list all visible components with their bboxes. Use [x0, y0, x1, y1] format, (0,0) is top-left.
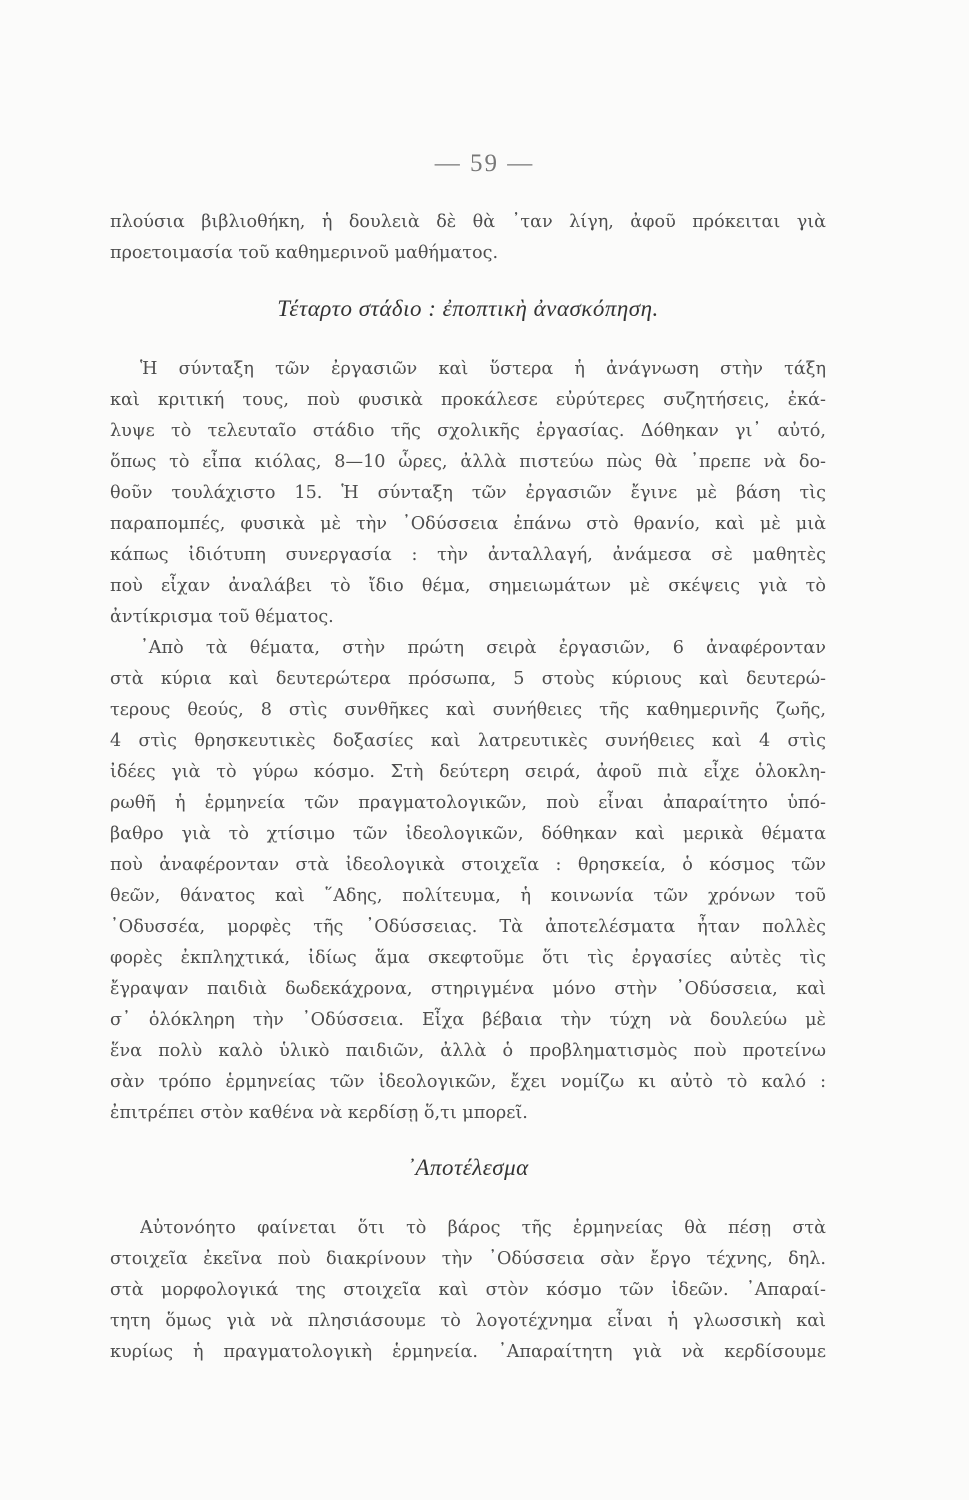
text-line: ὅπως τὸ εἶπα κιόλας, 8—10 ὧρες, ἀλλὰ πιστεύω πὼς θὰ ᾿πρεπε νὰ δο- — [110, 452, 826, 472]
text-line: ᾿Απὸ τὰ θέματα, στὴν πρώτη σειρὰ ἐργασιῶν, 6 ἀναφέρονταν — [140, 638, 826, 658]
text-line: κάπως ἰδιότυπη συνεργασία : τὴν ἀνταλλαγή, ἀνάμεσα σὲ μαθητὲς — [110, 545, 826, 565]
text-line: τερους θεούς, 8 στὶς συνθῆκες καὶ συνήθειες τῆς καθημερινῆς ζωῆς, — [110, 700, 826, 720]
text-line: λυψε τὸ τελευταῖο στάδιο τῆς σχολικῆς ἐργασίας. Δόθηκαν γι᾿ αὐτό, — [110, 421, 826, 441]
text-line: στοιχεῖα ἐκεῖνα ποὺ διακρίνουν τὴν ᾿Οδύσσεια σὰν ἔργο τέχνης, δηλ. — [110, 1249, 826, 1269]
text-line: ἀντίκρισμα τοῦ θέματος. — [110, 607, 334, 627]
text-line: θοῦν τουλάχιστο 15. Ἡ σύνταξη τῶν ἐργασιῶν ἔγινε μὲ βάση τὶς — [110, 483, 826, 503]
text-line: παραπομπές, φυσικὰ μὲ τὴν ᾿Οδύσσεια ἐπάνω στὸ θρανίο, καὶ μὲ μιὰ — [110, 514, 826, 534]
text-line: πλούσια βιβλιοθήκη, ἡ δουλειὰ δὲ θὰ ᾿ταν λίγη, ἀφοῦ πρόκειται γιὰ — [110, 212, 826, 232]
text-line: ποὺ εἶχαν ἀναλάβει τὸ ἴδιο θέμα, σημειωμάτων μὲ σκέψεις γιὰ τὸ — [110, 576, 826, 596]
text-line: ἔγραψαν παιδιὰ δωδεκάχρονα, στηριγμένα μόνο στὴν ᾿Οδύσσεια, καὶ — [110, 979, 826, 999]
text-line: φορὲς ἐκπληχτικά, ἰδίως ἅμα σκεφτοῦμε ὅτι τὶς ἐργασίες αὐτὲς τὶς — [110, 948, 826, 968]
page-number: — 59 — — [434, 150, 535, 177]
text-line: σ᾿ ὁλόκληρη τὴν ᾿Οδύσσεια. Εἶχα βέβαια τὴν τύχη νὰ δουλεύω μὲ — [110, 1010, 826, 1030]
text-line: στὰ κύρια καὶ δευτερώτερα πρόσωπα, 5 στοὺς κύριους καὶ δευτερώ- — [110, 669, 826, 689]
text-line: ᾿Οδυσσέα, μορφὲς τῆς ᾿Οδύσσειας. Τὰ ἀποτελέσματα ἦταν πολλὲς — [110, 917, 826, 937]
section-heading: Τέταρτο στάδιο : ἐποπτικὴ ἀνασκόπηση. — [277, 296, 659, 321]
text-line: ἐπιτρέπει στὸν καθένα νὰ κερδίσῃ ὅ,τι μπορεῖ. — [110, 1103, 528, 1123]
text-line: στὰ μορφολογικά της στοιχεῖα καὶ στὸν κόσμο τῶν ἰδεῶν. ᾿Απαραί- — [110, 1280, 826, 1300]
text-line: ἕνα πολὺ καλὸ ὑλικὸ παιδιῶν, ἀλλὰ ὁ προβληματισμὸς ποὺ προτείνω — [110, 1041, 826, 1061]
text-line: Αὐτονόητο φαίνεται ὅτι τὸ βάρος τῆς ἑρμηνείας θὰ πέσῃ στὰ — [140, 1218, 826, 1238]
text-line: θεῶν, θάνατος καὶ ῞Αδης, πολίτευμα, ἡ κοινωνία τῶν χρόνων τοῦ — [110, 886, 826, 906]
section-heading: ᾿Αποτέλεσμα — [407, 1155, 529, 1180]
text-line: ποὺ ἀναφέρονταν στὰ ἰδεολογικὰ στοιχεῖα : θρησκεία, ὁ κόσμος τῶν — [110, 855, 826, 875]
text-line: ρωθῆ ἡ ἑρμηνεία τῶν πραγματολογικῶν, ποὺ εἶναι ἀπαραίτητο ὑπό- — [110, 793, 826, 813]
text-line: βαθρο γιὰ τὸ χτίσιμο τῶν ἰδεολογικῶν, δόθηκαν καὶ μερικὰ θέματα — [110, 824, 826, 844]
text-line: προετοιμασία τοῦ καθημερινοῦ μαθήματος. — [110, 243, 499, 263]
text-line: καὶ κριτική τους, ποὺ φυσικὰ προκάλεσε εὐρύτερες συζητήσεις, ἐκά- — [110, 390, 826, 410]
text-line: κυρίως ἡ πραγματολογικὴ ἑρμηνεία. ᾿Απαραίτητη γιὰ νὰ κερδίσουμε — [110, 1342, 826, 1362]
text-line: τητη ὅμως γιὰ νὰ πλησιάσουμε τὸ λογοτέχνημα εἶναι ἡ γλωσσικὴ καὶ — [110, 1311, 826, 1331]
text-line: ἰδέες γιὰ τὸ γύρω κόσμο. Στὴ δεύτερη σειρά, ἀφοῦ πιὰ εἶχε ὁλοκλη- — [110, 762, 826, 782]
text-line: Ἡ σύνταξη τῶν ἐργασιῶν καὶ ὕστερα ἡ ἀνάγνωση στὴν τάξη — [140, 359, 826, 379]
text-line: 4 στὶς θρησκευτικὲς δοξασίες καὶ λατρευτικὲς συνήθειες καὶ 4 στὶς — [110, 731, 826, 751]
text-line: σὰν τρόπο ἑρμηνείας τῶν ἰδεολογικῶν, ἔχει νομίζω κι αὐτὸ τὸ καλό : — [110, 1072, 826, 1092]
